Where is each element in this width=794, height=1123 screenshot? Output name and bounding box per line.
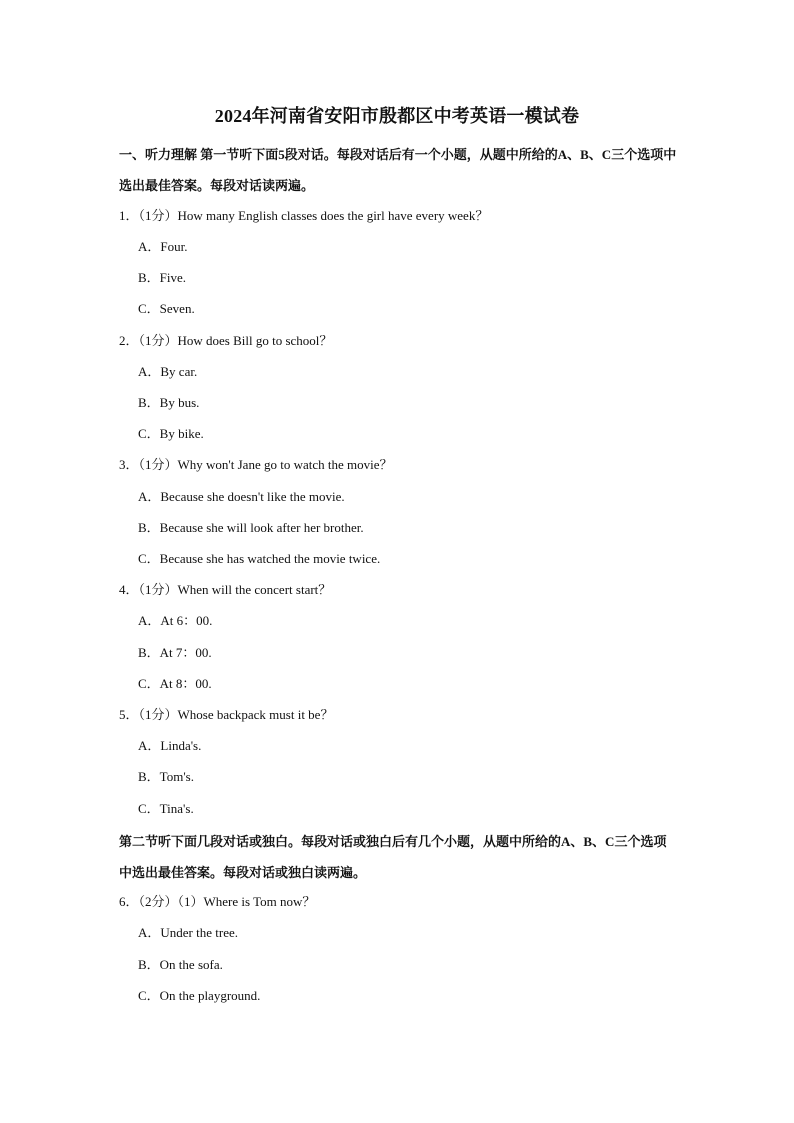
option-a: A．Under the tree. xyxy=(138,925,238,940)
option-b: B．By bus. xyxy=(138,395,200,410)
option-b: B．At 7：00. xyxy=(138,645,212,660)
question-stem: 2．（1分）How does Bill go to school？ xyxy=(119,333,333,348)
section-instruction-2: 第二节听下面几段对话或独白。每段对话或独白后有几个小题，从题中所给的A、B、C三个选项中选出最佳答案。每段对话或独白读两遍。 xyxy=(119,834,667,880)
question-stem: 1．（1分）How many English classes does the girl have every week？ xyxy=(119,208,489,223)
section-instruction-1: 一、听力理解 第一节听下面5段对话。每段对话后有一个小题，从题中所给的A、B、C三个选项中选出最佳答案。每段对话读两遍。 xyxy=(119,147,677,193)
option-c: C．Tina's. xyxy=(138,801,194,816)
option-a: A．By car. xyxy=(138,364,198,379)
option-c: C．On the playground. xyxy=(138,988,261,1003)
option-c: C．Because she has watched the movie twice. xyxy=(138,551,381,566)
option-a: A．Because she doesn't like the movie. xyxy=(138,489,345,504)
option-c: C．By bike. xyxy=(138,426,204,441)
option-b: B．Tom's. xyxy=(138,769,194,784)
option-c: C．Seven. xyxy=(138,301,195,316)
option-a: A．Linda's. xyxy=(138,738,202,753)
option-a: A．Four. xyxy=(138,239,188,254)
question-stem: 4．（1分）When will the concert start？ xyxy=(119,582,332,597)
question-stem: 3．（1分）Why won't Jane go to watch the movie？ xyxy=(119,457,393,472)
option-b: B．Because she will look after her brother. xyxy=(138,520,364,535)
option-c: C．At 8：00. xyxy=(138,676,212,691)
question-stem: 5．（1分）Whose backpack must it be？ xyxy=(119,707,334,722)
option-b: B．Five. xyxy=(138,270,187,285)
question-stem: 6．（2分）（1）Where is Tom now？ xyxy=(119,894,316,909)
page-title: 2024年河南省安阳市殷都区中考英语一模试卷 xyxy=(214,106,580,126)
option-a: A．At 6：00. xyxy=(138,613,213,628)
option-b: B．On the sofa. xyxy=(138,957,223,972)
